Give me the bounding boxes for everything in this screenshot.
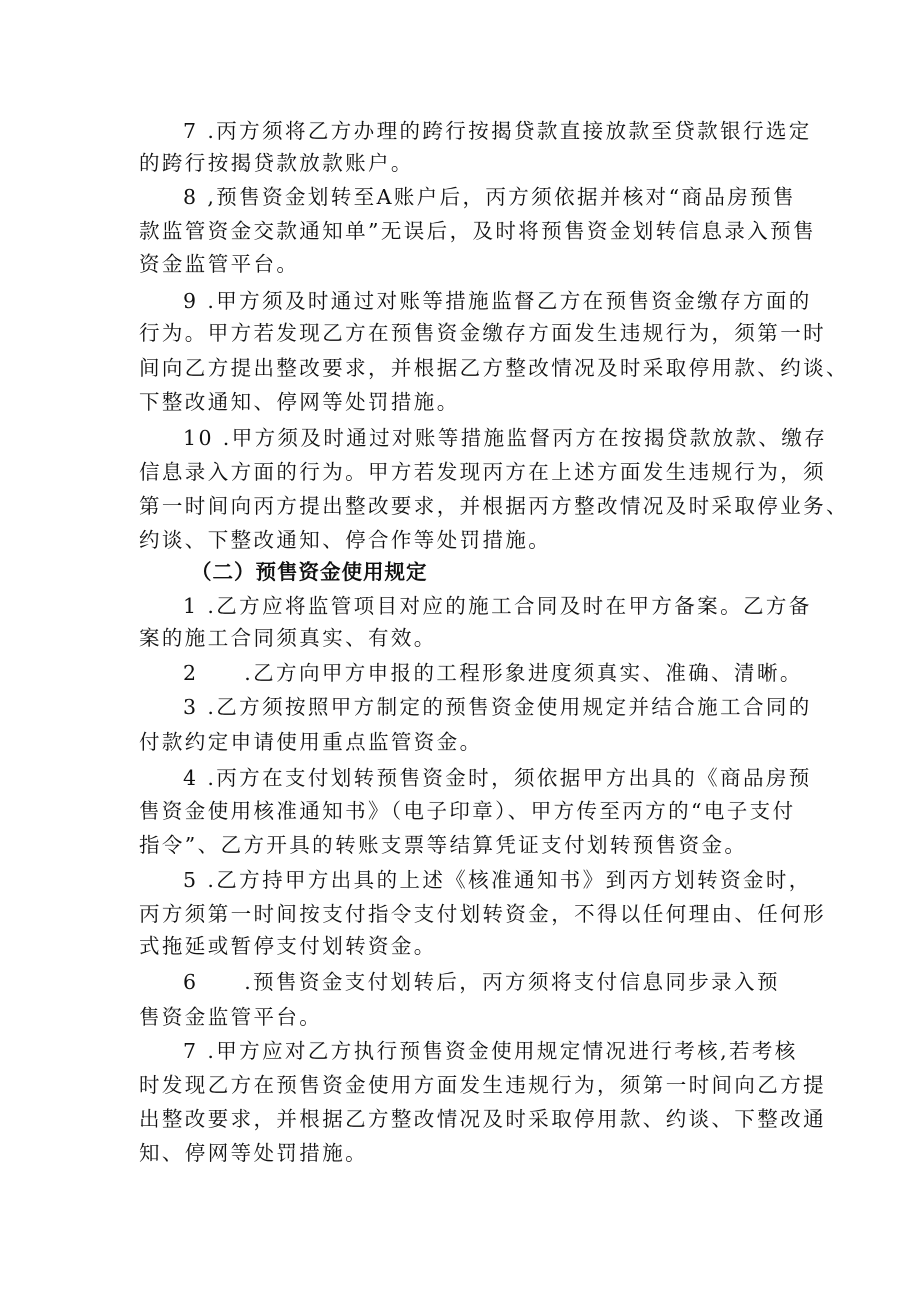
paragraph-line: 6 .预售资金支付划转后，丙方须将支付信息同步录入预 (183, 970, 780, 994)
paragraph-line: 售资金监管平台。 (139, 1005, 323, 1029)
paragraph-line: 付款约定申请使用重点监管资金。 (139, 730, 483, 754)
paragraph-line: 7 .丙方须将乙方办理的跨行按揭贷款直接放款至贷款银行选定 (183, 119, 812, 143)
paragraph-line: 3 .乙方须按照甲方制定的预售资金使用规定并结合施工合同的 (183, 695, 812, 719)
paragraph-line: 售资金使用核准通知书》（电子印章）、甲方传至丙方的“电子支付 (139, 799, 796, 823)
paragraph-line: 第一时间向丙方提出整改要求，并根据丙方整改情况及时采取停业务、 (139, 494, 849, 518)
paragraph-line: 间向乙方提出整改要求，并根据乙方整改情况及时采取停用款、约谈、 (139, 356, 849, 380)
paragraph-line: 时发现乙方在预售资金使用方面发生违规行为，须第一时间向乙方提 (139, 1073, 826, 1097)
paragraph-line: 的跨行按揭贷款放款账户。 (139, 151, 414, 175)
paragraph-line: 案的施工合同须真实、有效。 (139, 626, 437, 650)
paragraph-line: 丙方须第一时间按支付指令支付划转资金，不得以任何理由、任何形 (139, 902, 826, 926)
paragraph-line: 7 .甲方应对乙方执行预售资金使用规定情况进行考核,若考核 (183, 1039, 798, 1063)
paragraph-line: 5 .乙方持甲方出具的上述《核准通知书》到丙方划转资金时， (183, 868, 812, 892)
paragraph-line: 8 ,预售资金划转至A账户后，丙方须依据并核对“商品房预售 (183, 185, 796, 209)
paragraph-line: 款监管资金交款通知单”无误后，及时将预售资金划转信息录入预售 (139, 219, 816, 243)
paragraph-line: 10 .甲方须及时通过对账等措施监督丙方在按揭贷款放款、缴存 (183, 426, 828, 450)
paragraph-line: 出整改要求，并根据乙方整改情况及时采取停用款、约谈、下整改通 (139, 1107, 826, 1131)
section-heading: （二）预售资金使用规定 (191, 560, 428, 584)
paragraph-line: 9 .甲方须及时通过对账等措施监督乙方在预售资金缴存方面的 (183, 289, 812, 313)
paragraph-line: 4 .丙方在支付划转预售资金时，须依据甲方出具的《商品房预 (183, 766, 812, 790)
paragraph-line: 资金监管平台。 (139, 252, 300, 276)
paragraph-line: 约谈、下整改通知、停合作等处罚措施。 (139, 528, 552, 552)
paragraph-line: 指令”、乙方开具的转账支票等结算凭证支付划转预售资金。 (139, 833, 748, 857)
paragraph-line: 2 .乙方向甲方申报的工程形象进度须真实、准确、清晰。 (183, 661, 803, 685)
paragraph-line: 知、停网等处罚措施。 (139, 1141, 368, 1165)
paragraph-line: 式拖延或暂停支付划转资金。 (139, 934, 437, 958)
paragraph-line: 信息录入方面的行为。甲方若发现丙方在上述方面发生违规行为，须 (139, 460, 826, 484)
paragraph-line: 1 .乙方应将监管项目对应的施工合同及时在甲方备案。乙方备 (183, 594, 812, 618)
paragraph-line: 下整改通知、停网等处罚措施。 (139, 390, 460, 414)
paragraph-line: 行为。甲方若发现乙方在预售资金缴存方面发生违规行为，须第一时 (139, 321, 826, 345)
